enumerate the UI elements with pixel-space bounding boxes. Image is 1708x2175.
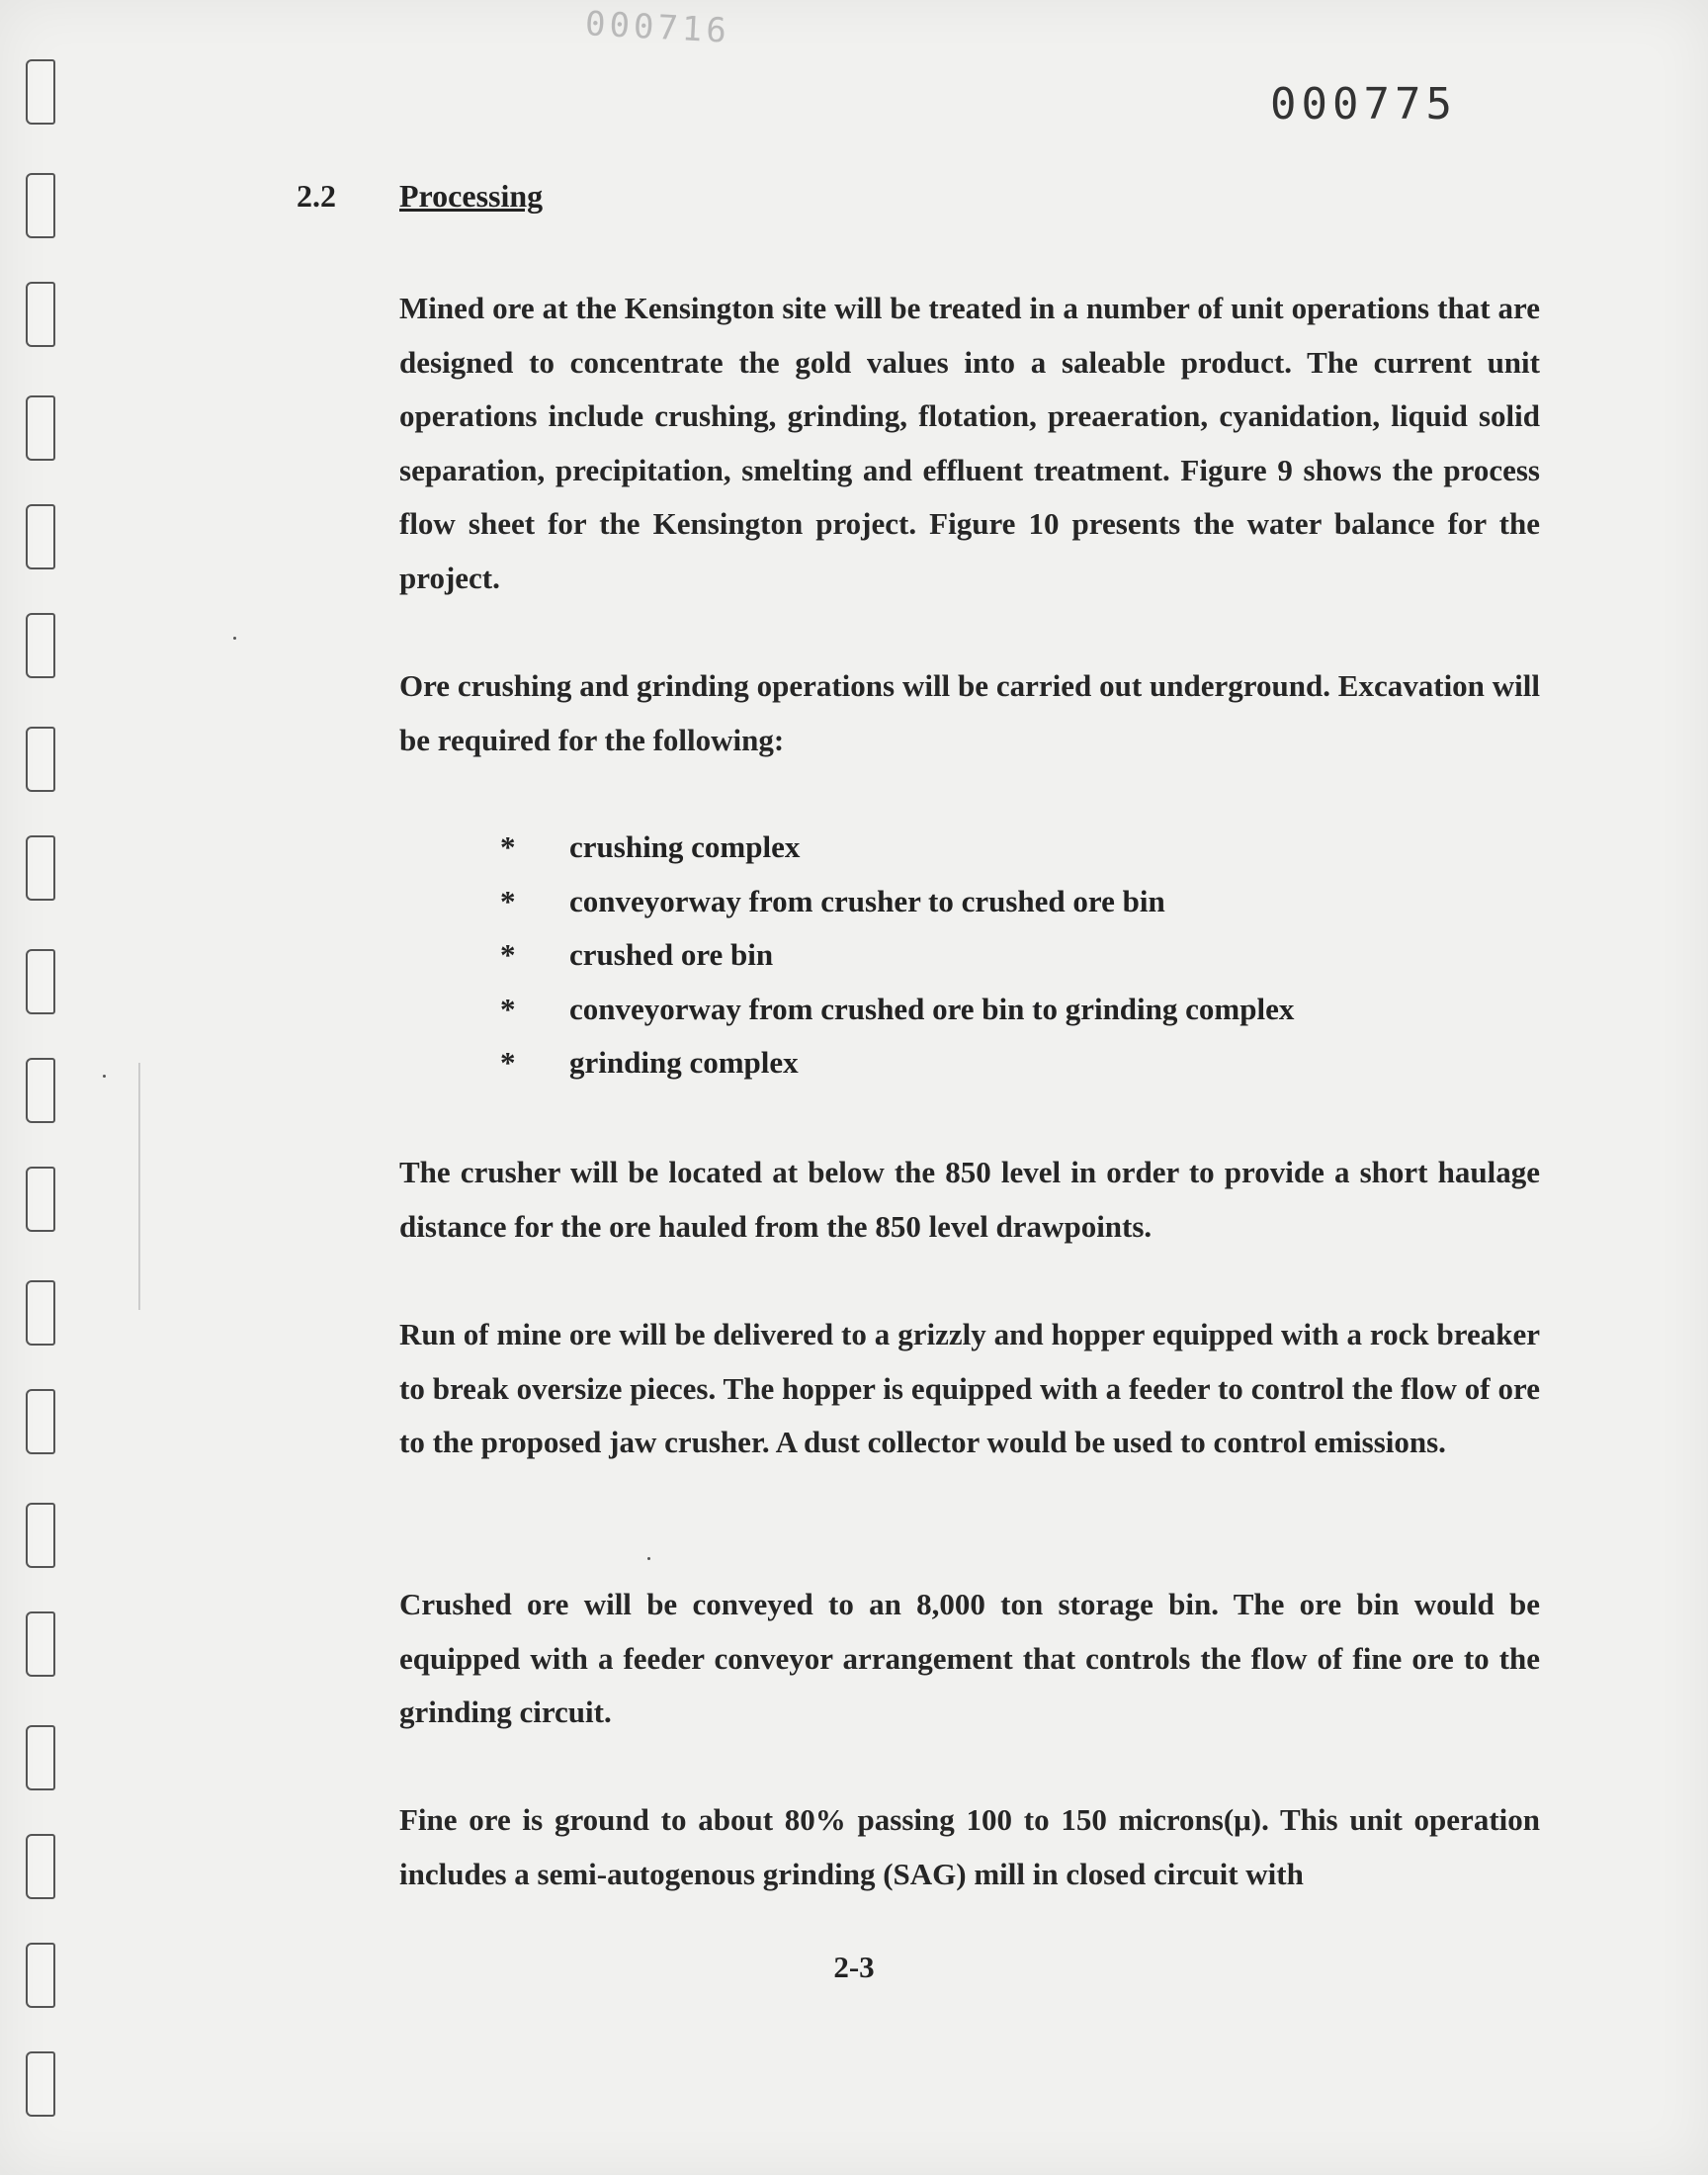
list-item-text: conveyorway from crusher to crushed ore bin: [569, 883, 1165, 918]
binder-hole: [26, 1503, 55, 1568]
excavation-list: [500, 821, 1294, 1090]
list-item-text: conveyorway from crushed ore bin to grinding complex: [569, 991, 1295, 1026]
binder-hole: [26, 835, 55, 901]
bullet-marker: *: [500, 937, 516, 973]
bullet-marker: *: [500, 829, 516, 864]
margin-scan-line: [138, 1063, 140, 1310]
binder-hole: [26, 727, 55, 792]
binder-hole: [26, 613, 55, 678]
binder-hole: [26, 1834, 55, 1899]
list-item: [500, 1036, 1294, 1090]
binder-hole: [26, 949, 55, 1014]
binder-hole: [26, 1280, 55, 1346]
paragraph-crushed-ore: Crushed ore will be conveyed to an 8,000 ton storage bin. The ore bin would be equipped with a feeder conveyor arrangement that controls the flow of fine ore to the grinding circuit.: [399, 1587, 1540, 1730]
scan-speck: [647, 1557, 650, 1560]
section-title: Processing: [399, 178, 544, 214]
binder-hole: [26, 282, 55, 347]
list-item-text: grinding complex: [569, 1045, 799, 1081]
list-item-text: crushed ore bin: [569, 937, 774, 973]
binder-holes: [24, 59, 63, 2135]
faint-stamp-number: 000716: [584, 4, 731, 51]
list-item-text: crushing complex: [569, 829, 801, 864]
list-item: [500, 928, 1294, 983]
section-number: 2.2: [297, 178, 336, 214]
paragraph-crusher: The crusher will be located at below the 850 level in order to provide a short haulage distance for the ore hauled from the 850 level drawpoints.: [399, 1155, 1540, 1244]
binder-hole: [26, 1058, 55, 1123]
binder-hole: [26, 395, 55, 461]
scan-speck: [103, 1075, 106, 1078]
binder-hole: [26, 59, 55, 125]
paragraph-excavation: Ore crushing and grinding operations will be carried out underground. Excavation will be required for the following:: [399, 668, 1540, 757]
binder-hole: [26, 504, 55, 569]
document-stamp-number: 000775: [1270, 79, 1457, 130]
scan-speck: [233, 637, 236, 640]
binder-hole: [26, 1725, 55, 1790]
page-number: 2-3: [833, 1950, 875, 1984]
binder-hole: [26, 173, 55, 238]
paragraph-run-of-mine: Run of mine ore will be delivered to a grizzly and hopper equipped with a rock breaker to break oversize pieces. The hopper is equipped with a feeder to control the flow of ore to the proposed jaw crusher. A dust collector would be used to control emissions.: [399, 1317, 1540, 1460]
paragraph-intro: Mined ore at the Kensington site will be treated in a number of unit operations that are designed to concentrate the gold values into a saleable product. The current unit operations include crushing, grinding, flotation, preaeration, cyanidation, liquid solid separation, precipitation, smelting and effluent treatment. Figure 9 shows the process flow sheet for the Kensington project. Figure 10 presents the water balance for the project.: [399, 291, 1540, 595]
list-item: [500, 983, 1294, 1037]
bullet-marker: *: [500, 883, 516, 918]
bullet-marker: *: [500, 991, 516, 1026]
binder-hole: [26, 1167, 55, 1232]
paragraph-fine-ore: Fine ore is ground to about 80% passing 100 to 150 microns(μ). This unit operation includes a semi-autogenous grinding (SAG) mill in closed circuit with: [399, 1802, 1540, 1891]
binder-hole: [26, 1611, 55, 1677]
binder-hole: [26, 1389, 55, 1454]
list-item: [500, 821, 1294, 875]
list-item: [500, 875, 1294, 929]
bullet-marker: *: [500, 1045, 516, 1081]
binder-hole: [26, 2051, 55, 2117]
